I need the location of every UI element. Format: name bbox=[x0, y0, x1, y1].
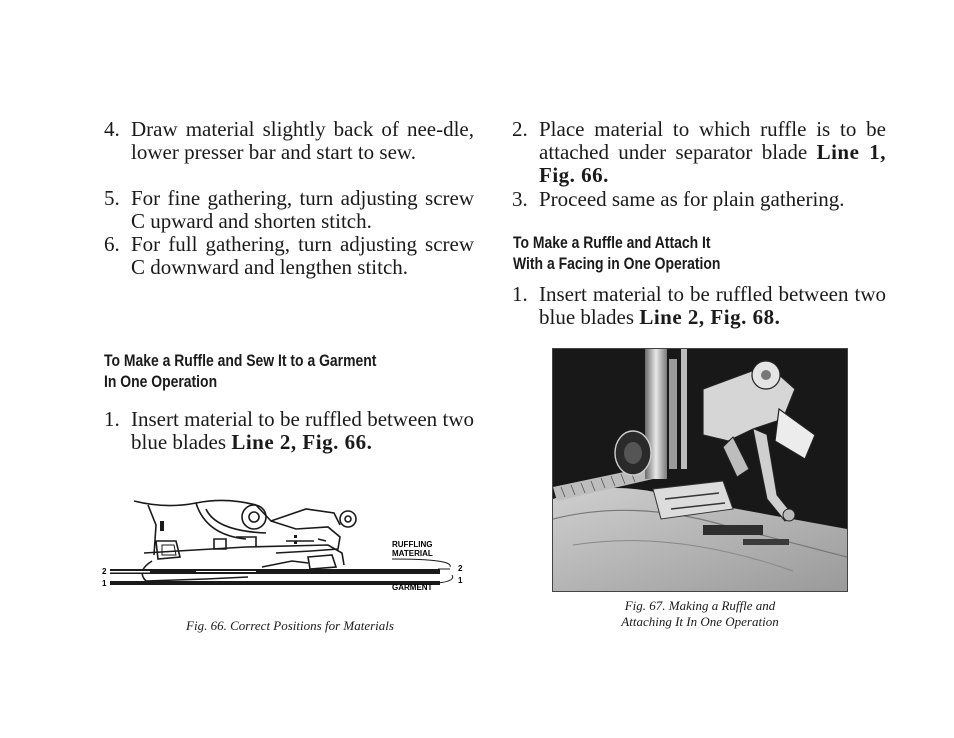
item-number: 1. bbox=[104, 407, 120, 431]
instruction-item-2 bbox=[512, 118, 886, 187]
instruction-item-5 bbox=[104, 187, 474, 233]
section-heading-attach-with-facing bbox=[513, 232, 720, 274]
figure-reference: Line 1, Fig. 66. bbox=[539, 140, 886, 187]
figure-67-photo bbox=[552, 348, 848, 592]
figure-reference: Line 2, Fig. 68. bbox=[639, 305, 781, 329]
line-number-label: 1 bbox=[458, 576, 463, 585]
section-heading-sew-to-garment bbox=[104, 350, 376, 392]
instruction-step-1-right bbox=[512, 283, 886, 329]
figure-reference: Line 2, Fig. 66. bbox=[231, 430, 373, 454]
instruction-item-6 bbox=[104, 233, 474, 279]
item-text: Place material to which ruffle is to be attached under separator blade bbox=[539, 117, 886, 164]
item-text: Draw material slightly back of nee-dle, lower presser bar and start to sew. bbox=[131, 117, 474, 164]
item-number: 3. bbox=[512, 187, 528, 211]
figure-66-diagram bbox=[96, 495, 476, 600]
ruffler-attachment-drawing bbox=[96, 495, 476, 600]
instruction-step-1-left bbox=[104, 408, 474, 454]
heading-line: To Make a Ruffle and Attach It bbox=[513, 233, 711, 252]
garment-label: GARMENT bbox=[392, 583, 433, 592]
item-number: 5. bbox=[104, 186, 120, 210]
heading-line: With a Facing in One Operation bbox=[513, 254, 721, 273]
line-number-label: 2 bbox=[458, 564, 463, 573]
heading-line: To Make a Ruffle and Sew It to a Garment bbox=[104, 351, 377, 370]
item-text: For fine gathering, turn adjusting screw C upward and shorten stitch. bbox=[131, 186, 474, 233]
instruction-item-4 bbox=[104, 118, 474, 164]
heading-line: In One Operation bbox=[104, 372, 218, 391]
ruffling-material-label: RUFFLING bbox=[392, 540, 433, 549]
caption-line: Attaching It In One Operation bbox=[621, 614, 779, 629]
item-text: For full gathering, turn adjusting screw C downward and lengthen stitch. bbox=[131, 232, 474, 279]
item-number: 4. bbox=[104, 117, 120, 141]
line-number-label: 2 bbox=[102, 567, 107, 576]
item-text: Proceed same as for plain gathering. bbox=[539, 187, 845, 211]
instruction-item-3 bbox=[512, 188, 886, 211]
figure-67-caption bbox=[550, 598, 850, 630]
line-number-label: 1 bbox=[102, 579, 107, 588]
item-text: Insert material to be ruffled between two blue blades bbox=[539, 282, 886, 329]
ruffling-material-label: MATERIAL bbox=[392, 549, 433, 558]
item-number: 6. bbox=[104, 232, 120, 256]
figure-66-caption: Fig. 66. Correct Positions for Materials bbox=[186, 618, 394, 633]
sewing-machine-photo bbox=[553, 349, 847, 591]
item-text: Insert material to be ruffled between two blue blades bbox=[131, 407, 474, 454]
item-number: 2. bbox=[512, 117, 528, 141]
item-number: 1. bbox=[512, 282, 528, 306]
caption-line: Fig. 67. Making a Ruffle and bbox=[624, 598, 776, 613]
